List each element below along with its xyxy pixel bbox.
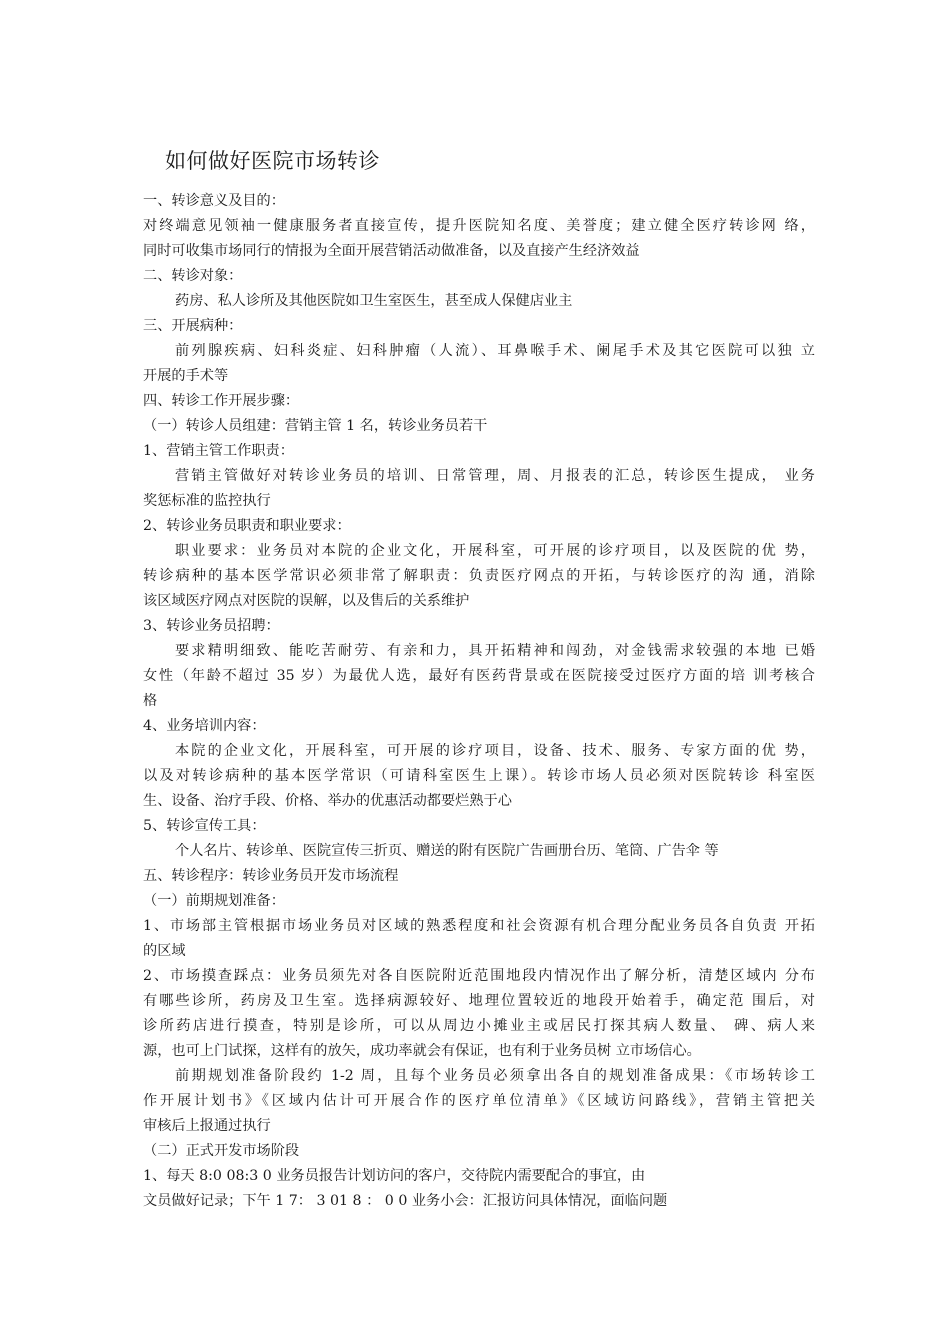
paragraph-line: 格 [143,693,158,709]
subsection-heading: （一）前期规划准备： [143,893,285,909]
section-heading: 二、转诊对象： [143,268,243,284]
paragraph-line: 该区域医疗网点对医院的误解，以及售后的关系维护 [143,593,470,609]
section-heading: 四、转诊工作开展步骤： [143,393,300,409]
subsection-heading: （一）转诊人员组建：营销主管 1 名，转诊业务员若干 [143,418,488,434]
document-title: 如何做好医院市场转诊 [165,149,380,173]
item-heading: 3、转诊业务员招聘： [143,618,280,634]
paragraph-line: 本院的企业文化，开展科室，可开展的诊疗项目，设备、技术、服务、专家方面的优 势， [175,743,815,759]
paragraph-line: 源，也可上门试探，这样有的放矢，成功率就会有保证，也有利于业务员树 立市场信心。 [143,1043,701,1059]
section-heading: 三、开展病种： [143,318,243,334]
paragraph-line: 前列腺疾病、妇科炎症、妇科肿瘤（人流）、耳鼻喉手术、阑尾手术及其它医院可以独 立 [175,343,815,359]
section-heading: 一、转诊意义及目的： [143,193,285,209]
paragraph-line: 要求精明细致、能吃苦耐劳、有亲和力，具开拓精神和闯劲，对金钱需求较强的本地 已婚 [175,643,815,659]
paragraph-line: 开展的手术等 [143,368,229,384]
paragraph-line: 女性（年龄不超过 35 岁）为最优人选，最好有医药背景或在医院接受过医疗方面的培 训考核合 [143,668,815,684]
paragraph-line: 的区域 [143,943,186,959]
paragraph-line: 生、设备、治疗手段、价格、举办的优惠活动都要烂熟于心 [143,793,512,809]
paragraph-line: 有哪些诊所，药房及卫生室。选择病源较好、地理位置较近的地段开始着手，确定范 围后，对 [143,993,815,1009]
subsection-heading: （二）正式开发市场阶段 [143,1143,300,1159]
paragraph-line: 奖惩标准的监控执行 [143,493,271,509]
paragraph-line: 前期规划准备阶段约 1-2 周，且每个业务员必须拿出各自的规划准备成果：《市场转诊工 [175,1068,815,1084]
paragraph-line: 2、市场摸查踩点：业务员须先对各自医院附近范围地段内情况作出了解分析，清楚区域内 分布 [143,968,815,984]
paragraph-line: 作开展计划书》《区域内估计可开展合作的医疗单位清单》《区域访问路线》，营销主管把关 [143,1093,815,1109]
item-heading: 4、业务培训内容： [143,718,266,734]
item-heading: 1、营销主管工作职责： [143,443,294,459]
paragraph-line: 诊所药店进行摸查，特别是诊所，可以从周边小摊业主或居民打探其病人数量、 碑、病人来 [143,1018,815,1034]
paragraph-line: 转诊病种的基本医学常识必须非常了解职责：负责医疗网点的开拓，与转诊医疗的沟 通，消除 [143,568,815,584]
item-heading: 2、转诊业务员职责和职业要求： [143,518,351,534]
paragraph-line: 以及对转诊病种的基本医学常识（可请科室医生上课）。转诊市场人员必须对医院转诊 科室医 [143,768,815,784]
paragraph-line: 同时可收集市场同行的情报为全面开展营销活动做准备，以及直接产生经济效益 [143,243,640,259]
paragraph-line: 药房、私人诊所及其他医院如卫生室医生，甚至成人保健店业主 [175,293,573,309]
paragraph-line: 个人名片、转诊单、医院宣传三折页、赠送的附有医院广告画册台历、笔筒、广告伞 等 [175,843,719,859]
paragraph-line: 1、市场部主管根据市场业务员对区域的熟悉程度和社会资源有机合理分配业务员各自负责 开拓 [143,918,815,934]
paragraph-line: 1、每天 8:0 08:3 0 业务员报告计划访问的客户，交待院内需要配合的事宜，由 [143,1168,646,1184]
document-body [143,189,815,1214]
paragraph-line: 营销主管做好对转诊业务员的培训、日常管理，周、月报表的汇总，转诊医生提成， 业务 [175,468,815,484]
paragraph-line: 对终端意见领袖一健康服务者直接宣传，提升医院知名度、美誉度；建立健全医疗转诊网 络， [143,218,815,234]
paragraph-line: 文员做好记录；下午 1 7： 3 01 8 ： 0 0 业务小会：汇报访问具体情况，面临问题 [143,1193,668,1209]
item-heading: 5、转诊宣传工具： [143,818,266,834]
section-heading: 五、转诊程序：转诊业务员开发市场流程 [143,868,399,884]
paragraph-line: 职业要求：业务员对本院的企业文化，开展科室，可开展的诊疗项目，以及医院的优 势， [175,543,815,559]
paragraph-line: 审核后上报通过执行 [143,1118,271,1134]
